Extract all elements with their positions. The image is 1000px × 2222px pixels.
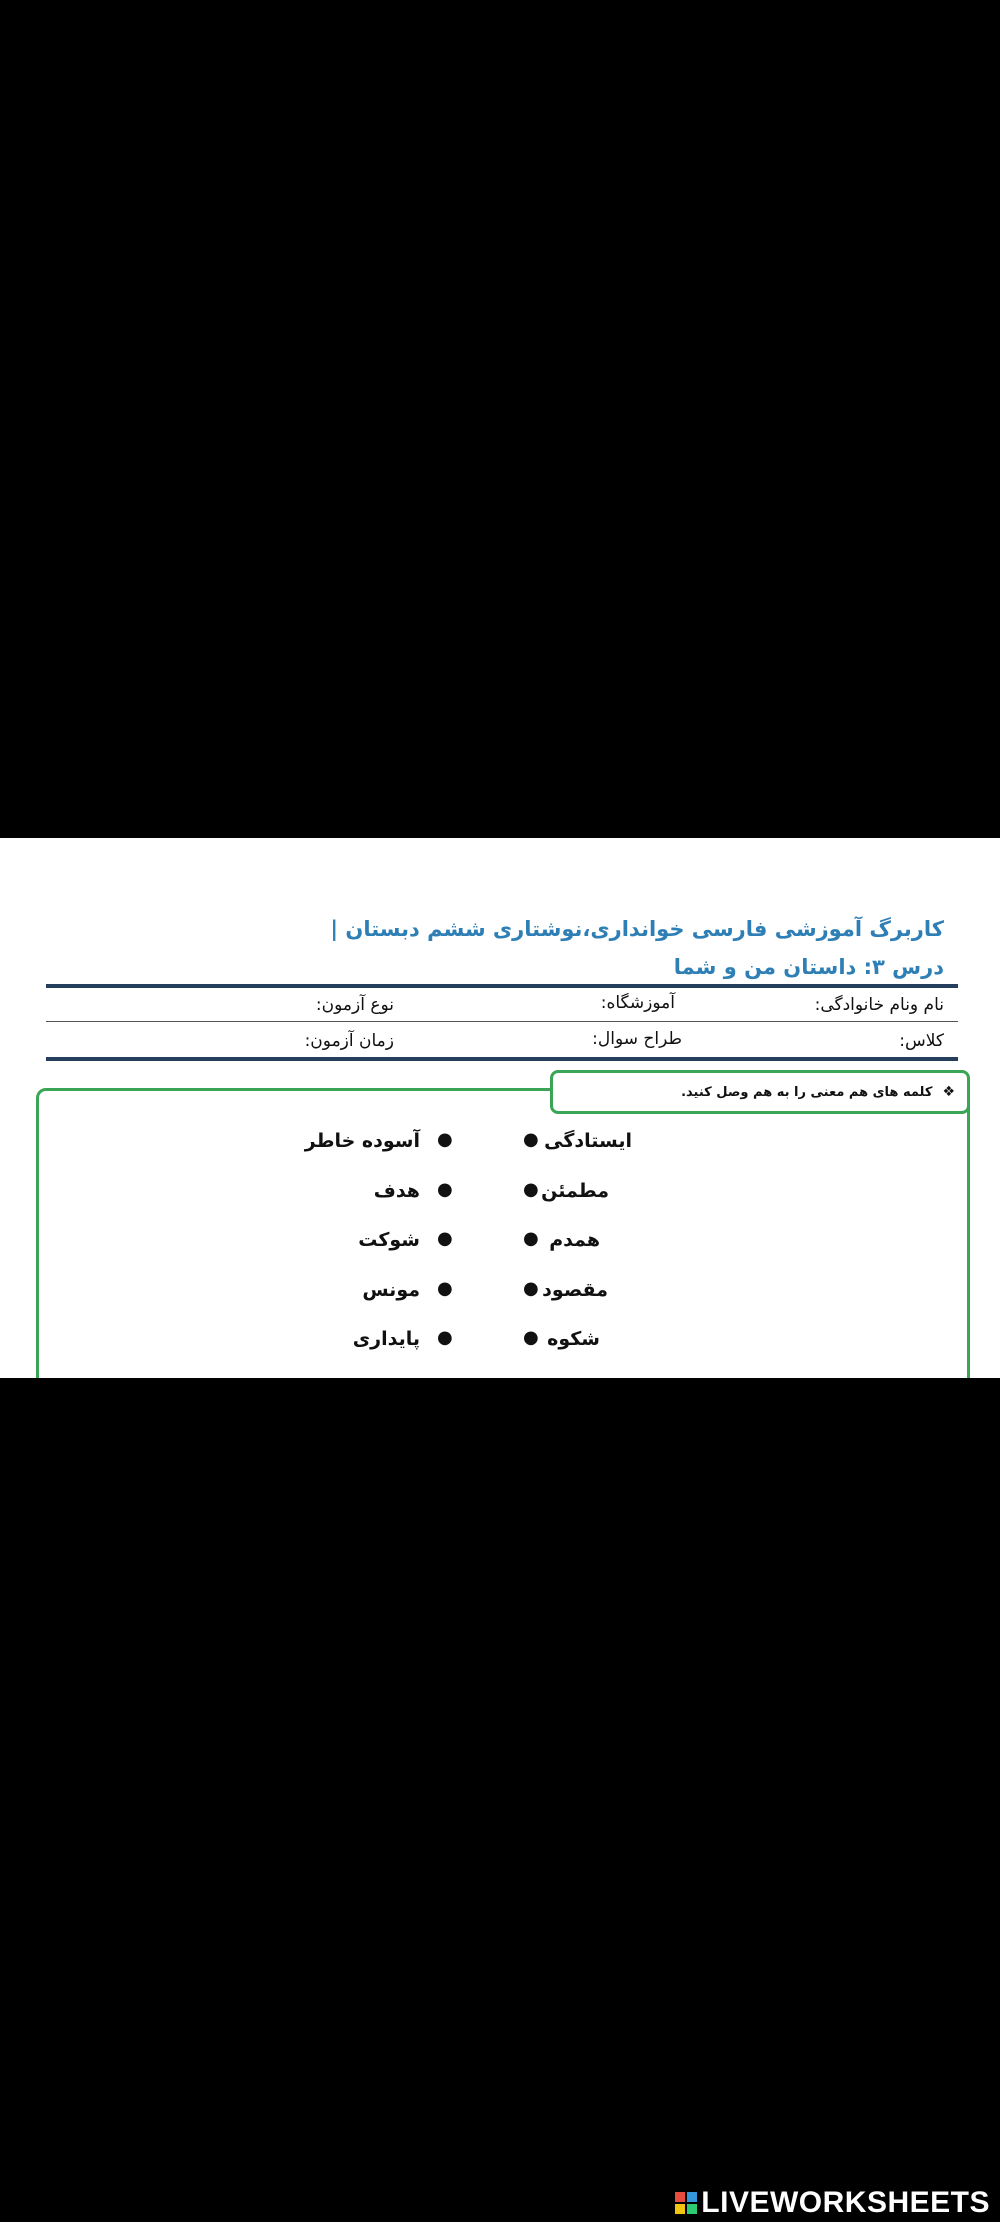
left-word-5: شکوه: [547, 1328, 600, 1350]
right-dot-5[interactable]: ●: [437, 1327, 453, 1348]
exam-time-label: زمان آزمون:: [304, 1031, 394, 1051]
right-dot-2[interactable]: ●: [437, 1179, 453, 1200]
designer-label: طراح سوال:: [592, 1029, 682, 1049]
right-word-2: هدف: [373, 1180, 420, 1202]
header-top-rule: [46, 984, 958, 988]
left-dot-1[interactable]: ●: [523, 1129, 539, 1150]
right-dot-1[interactable]: ●: [437, 1129, 453, 1150]
logo-square-yellow: [675, 2204, 685, 2214]
logo-square-green: [687, 2204, 697, 2214]
school-label: آموزشگاه:: [600, 993, 675, 1013]
logo-square-red: [675, 2192, 685, 2202]
instruction-box: [550, 1070, 970, 1114]
sheet-crop-edge: [0, 1378, 1000, 1388]
right-dot-3[interactable]: ●: [437, 1228, 453, 1249]
right-word-4: مونس: [362, 1279, 420, 1301]
liveworksheets-logo-icon: [675, 2192, 697, 2214]
left-dot-4[interactable]: ●: [523, 1278, 539, 1299]
right-word-3: شوکت: [358, 1229, 420, 1251]
worksheet-title: کاربرگ آموزشی فارسی خوانداری،نوشتاری ششم دبستان | درس ۳: داستان من و شما: [330, 917, 944, 979]
right-word-5: پایداری: [352, 1328, 420, 1350]
diamond-bullet-icon: ❖: [942, 1084, 955, 1100]
class-label: کلاس:: [899, 1031, 944, 1051]
left-dot-2[interactable]: ●: [523, 1179, 539, 1200]
header-bottom-rule: [46, 1057, 958, 1061]
left-word-1: ایستادگی: [544, 1130, 632, 1152]
header-middle-rule: [46, 1021, 958, 1022]
matching-box: [36, 1088, 970, 1384]
exam-type-label: نوع آزمون:: [315, 995, 394, 1015]
logo-square-blue: [687, 2192, 697, 2202]
right-word-1: آسوده خاطر: [304, 1130, 420, 1152]
name-label: نام ونام خانوادگی:: [814, 995, 944, 1015]
left-word-2: مطمئن: [541, 1180, 609, 1202]
liveworksheets-watermark: [675, 2186, 990, 2220]
left-dot-5[interactable]: ●: [523, 1327, 539, 1348]
instruction-text: کلمه های هم معنی را به هم وصل کنید.: [681, 1084, 933, 1100]
watermark-text: LIVEWORKSHEETS: [701, 2186, 990, 2219]
left-word-4: مقصود: [542, 1279, 608, 1301]
right-dot-4[interactable]: ●: [437, 1278, 453, 1299]
left-word-3: همدم: [549, 1229, 600, 1251]
worksheet-page: [0, 838, 1000, 1380]
left-dot-3[interactable]: ●: [523, 1228, 539, 1249]
